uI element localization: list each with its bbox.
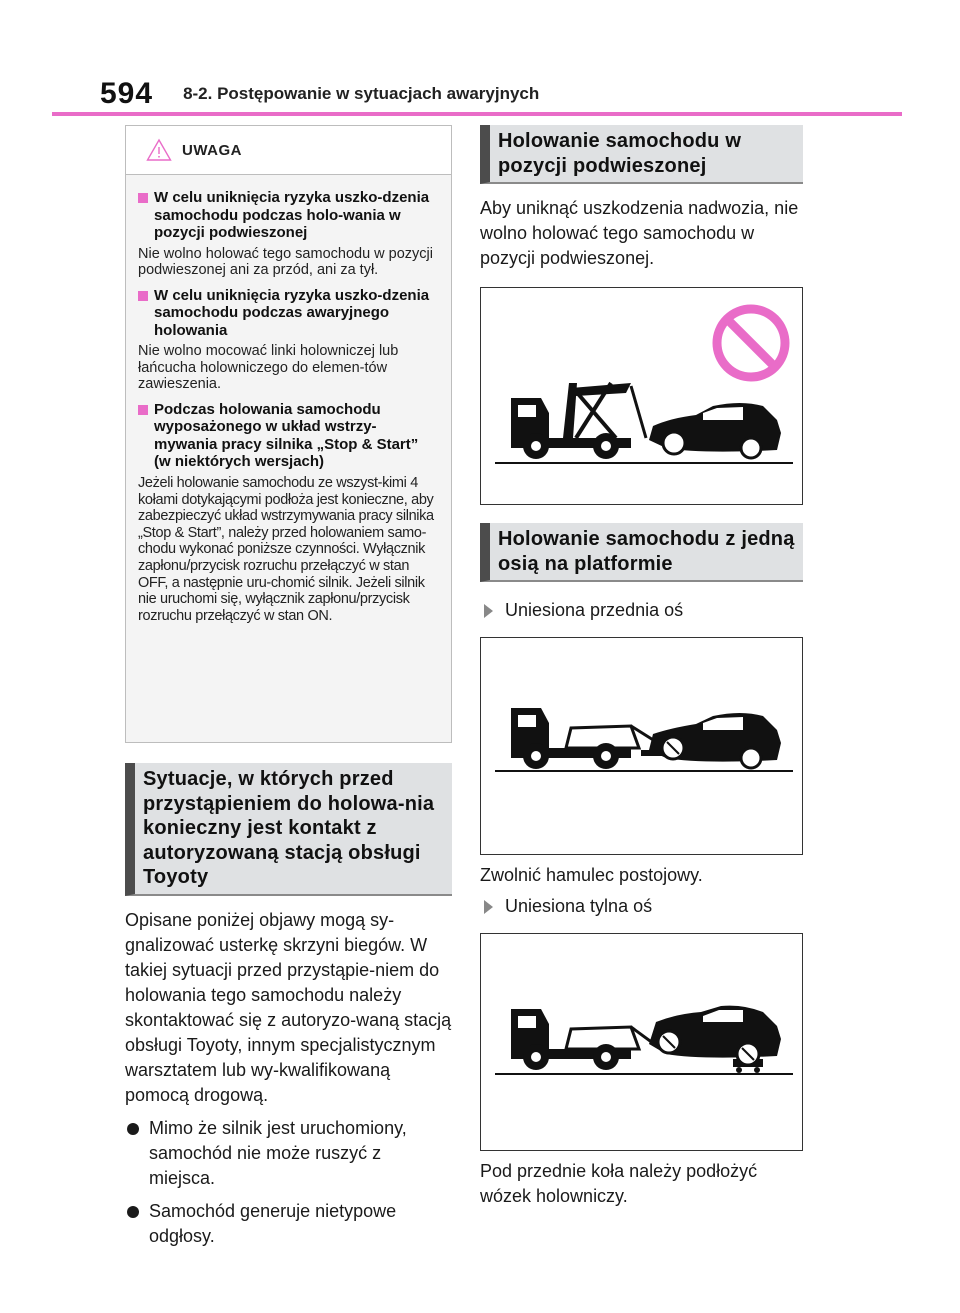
front-axle-label: Uniesiona przednia oś [505, 600, 684, 621]
rear-axle-label: Uniesiona tylna oś [505, 896, 653, 917]
dolly-rear-illustration [481, 934, 804, 1152]
section-heading-platform: Holowanie samochodu z jedną osią na platformie [480, 523, 803, 582]
figure-rear-axle-lifted [480, 933, 803, 1151]
section-heading-suspended: Holowanie samochodu w pozycji podwieszonej [480, 125, 803, 184]
left-column [125, 125, 452, 1249]
bullet-text: Samochód generuje nietypowe odgłosy. [149, 1200, 397, 1246]
warning-body [126, 175, 451, 624]
bullet-dot-icon [127, 1206, 139, 1218]
figure-front-axle-lifted [480, 637, 803, 855]
warning-item-heading: W celu uniknięcia ryzyka uszko-dzenia samochodu podczas awaryjnego holowania [138, 287, 439, 340]
contact-paragraph: Opisane poniżej objawy mogą sy-gnalizować usterkę skrzyni biegów. W takiej sytuacji przed przystąpie-niem do holowania tego samochodu należy skontaktować się z autoryzo-waną stacją obsługi Toyoty, innym specjalistycznym warsztatem lub wy-kwalifikowaną pomocą drogową. [125, 909, 452, 1105]
warning-item-text: Nie wolno holować tego samochodu w pozycji podwieszonej ani za przód, ani za tył. [138, 245, 433, 279]
front-axle-note: Zwolnić hamulec postojowy. [480, 865, 703, 886]
page-number: 594 [100, 77, 154, 110]
list-item [125, 1199, 452, 1249]
figure-prohibited-towing [480, 287, 803, 505]
warning-triangle-icon [146, 138, 172, 162]
arrow-right-icon [484, 900, 493, 914]
bullet-text: Mimo że silnik jest uruchomiony, samochód nie może ruszyć z miejsca. [149, 1117, 407, 1188]
chapter-title: 8-2. Postępowanie w sytuacjach awaryjnych [183, 84, 540, 103]
warning-header [126, 126, 451, 175]
warning-title: UWAGA [182, 141, 242, 159]
section-heading-contact: Sytuacje, w których przed przystąpieniem do holowa-nia konieczny jest kontakt z autoryzowaną stacją obsługi Toyoty [125, 763, 452, 896]
list-item [125, 1116, 452, 1191]
suspended-paragraph: Aby uniknąć uszkodzenia nadwozia, nie wolno holować tego samochodu w pozycji podwieszonej. [480, 198, 799, 269]
dolly-front-illustration [481, 638, 804, 856]
warning-item-text: Nie wolno mocować linki holowniczej lub łańcucha holowniczego do elemen-tów zawieszenia. [138, 343, 399, 393]
list-item-front-axle [480, 598, 803, 623]
warning-item-heading: W celu uniknięcia ryzyka uszko-dzenia samochodu podczas holo-wania w pozycji podwieszonej [138, 189, 439, 242]
arrow-right-icon [484, 604, 493, 618]
bullet-dot-icon [127, 1123, 139, 1135]
tow-truck-lifted-illustration [481, 288, 804, 506]
right-column [480, 125, 803, 1209]
page-header [100, 78, 539, 110]
warning-item-heading: Podczas holowania samochodu wyposażonego w układ wstrzy-mywania pracy silnika „Stop & Start” (w niektórych wersjach) [138, 401, 439, 471]
rear-axle-note: Pod przednie koła należy podłożyć wózek holowniczy. [480, 1161, 758, 1207]
warning-item-text: Jeżeli holowanie samochodu ze wszyst-kimi 4 kołami dotykającymi podłoża jest konieczne, aby zabezpieczyć układ wstrzymywania pracy silnika „Stop & Start”, należy przed holowaniem samo-chodu wykonać poniższe czynności. Wyłącznik zapłonu/przycisk rozruchu przełączyć w stan OFF, a następnie uru-chomić silnik. Jeżeli silnik nie uruchomi się, wyłącznik zapłonu/przycisk rozruchu przełączyć w stan ON. [138, 474, 434, 624]
list-item-rear-axle [480, 894, 803, 919]
warning-box [125, 125, 452, 743]
header-divider [52, 112, 902, 116]
